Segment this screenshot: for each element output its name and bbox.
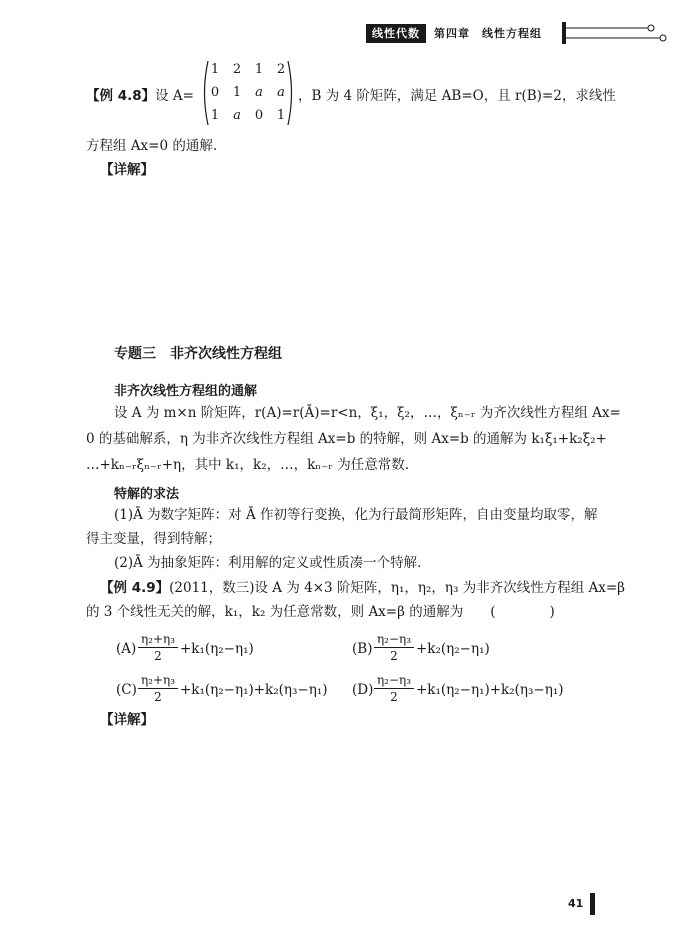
header-decoration — [560, 20, 670, 50]
section-title: 专题三 非齐次线性方程组 — [114, 346, 282, 362]
fraction-numerator: η₂+η₃ — [140, 632, 176, 646]
fraction — [138, 632, 178, 663]
option-letter: (D) — [352, 682, 374, 698]
fraction-denominator: 2 — [154, 690, 162, 704]
fraction-numerator: η₂−η₃ — [376, 632, 412, 646]
matrix-cell: a — [277, 85, 285, 100]
matrix-cell: 2 — [232, 62, 242, 77]
paragraph-line: (2)Ā 为抽象矩阵：利用解的定义或性质凑一个特解. — [114, 555, 422, 571]
matrix-cell: a — [233, 108, 241, 123]
option-letter: (A) — [116, 641, 137, 657]
fraction — [138, 673, 178, 704]
example-4-9-line2: 的 3 个线性无关的解，k₁，k₂ 为任意常数，则 Ax=β 的通解为 ( ) — [86, 604, 555, 620]
matrix-cell: 2 — [276, 62, 286, 77]
option-rest: +k₂(η₂−η₁) — [416, 641, 490, 657]
example-text: (2011，数三)设 A 为 4×3 阶矩阵，η₁，η₂，η₃ 为非齐次线性方程组 Ax=β — [169, 580, 625, 596]
matrix-cell: 1 — [210, 108, 220, 123]
chapter-title: 第四章 线性方程组 — [434, 27, 542, 40]
paragraph-line: 0 的基础解系，η 为非齐次线性方程组 Ax=b 的特解，则 Ax=b 的通解为 k₁ξ₁+k₂ξ₂+ — [86, 431, 607, 447]
book-title-badge: 线性代数 — [366, 24, 426, 43]
option-rest: +k₁(η₂−η₁) — [180, 641, 254, 657]
subsection-title: 特解的求法 — [114, 487, 180, 502]
matrix-a — [200, 58, 296, 128]
matrix-cell: 0 — [210, 85, 220, 100]
page-number-bar — [590, 893, 595, 915]
example-label: 【例 4.9】 — [100, 580, 170, 596]
option-letter: (C) — [116, 682, 137, 698]
example-4-8-intro — [86, 86, 194, 106]
matrix-cell: 1 — [254, 62, 264, 77]
example-lead: 设 A= — [155, 88, 194, 104]
fraction-denominator: 2 — [390, 690, 398, 704]
fraction — [374, 673, 414, 704]
paragraph-line: …+kₙ₋ᵣξₙ₋ᵣ+η，其中 k₁，k₂，…，kₙ₋ᵣ 为任意常数. — [86, 457, 410, 473]
page-number: 41 — [568, 897, 584, 910]
option-rest: +k₁(η₂−η₁)+k₂(η₃−η₁) — [416, 682, 564, 698]
fraction — [374, 632, 414, 663]
fraction-numerator: η₂+η₃ — [140, 673, 176, 687]
paragraph-line: (1)Ā 为数字矩阵：对 Ā 作初等行变换，化为行最简形矩阵，自由变量均取零，解 — [114, 507, 598, 523]
subsection-title: 非齐次线性方程组的通解 — [114, 384, 258, 399]
solution-label: 【详解】 — [100, 712, 154, 728]
example-4-9-line1 — [100, 578, 625, 598]
matrix-cell: a — [255, 85, 263, 100]
paragraph-line: 得主变量，得到特解； — [86, 531, 221, 547]
option-letter: (B) — [352, 641, 373, 657]
option-rest: +k₁(η₂−η₁)+k₂(η₃−η₁) — [180, 682, 328, 698]
matrix-cell: 1 — [210, 62, 220, 77]
example-label: 【例 4.8】 — [86, 88, 156, 104]
example-4-8-condition: ，B 为 4 阶矩阵，满足 AB=O，且 r(B)=2，求线性 — [298, 88, 616, 104]
matrix-cell: 1 — [276, 108, 286, 123]
running-header — [366, 24, 542, 42]
paragraph-line: 设 A 为 m×n 阶矩阵，r(A)=r(Ā)=r<n，ξ₁，ξ₂，…，ξₙ₋ᵣ 为齐次线性方程组 Ax= — [114, 405, 621, 421]
matrix-cell: 0 — [254, 108, 264, 123]
matrix-cell: 1 — [232, 85, 242, 100]
fraction-numerator: η₂−η₃ — [376, 673, 412, 687]
solution-label: 【详解】 — [100, 162, 154, 178]
fraction-denominator: 2 — [390, 649, 398, 663]
example-4-8-line2: 方程组 Ax=0 的通解. — [86, 138, 218, 154]
fraction-denominator: 2 — [154, 649, 162, 663]
